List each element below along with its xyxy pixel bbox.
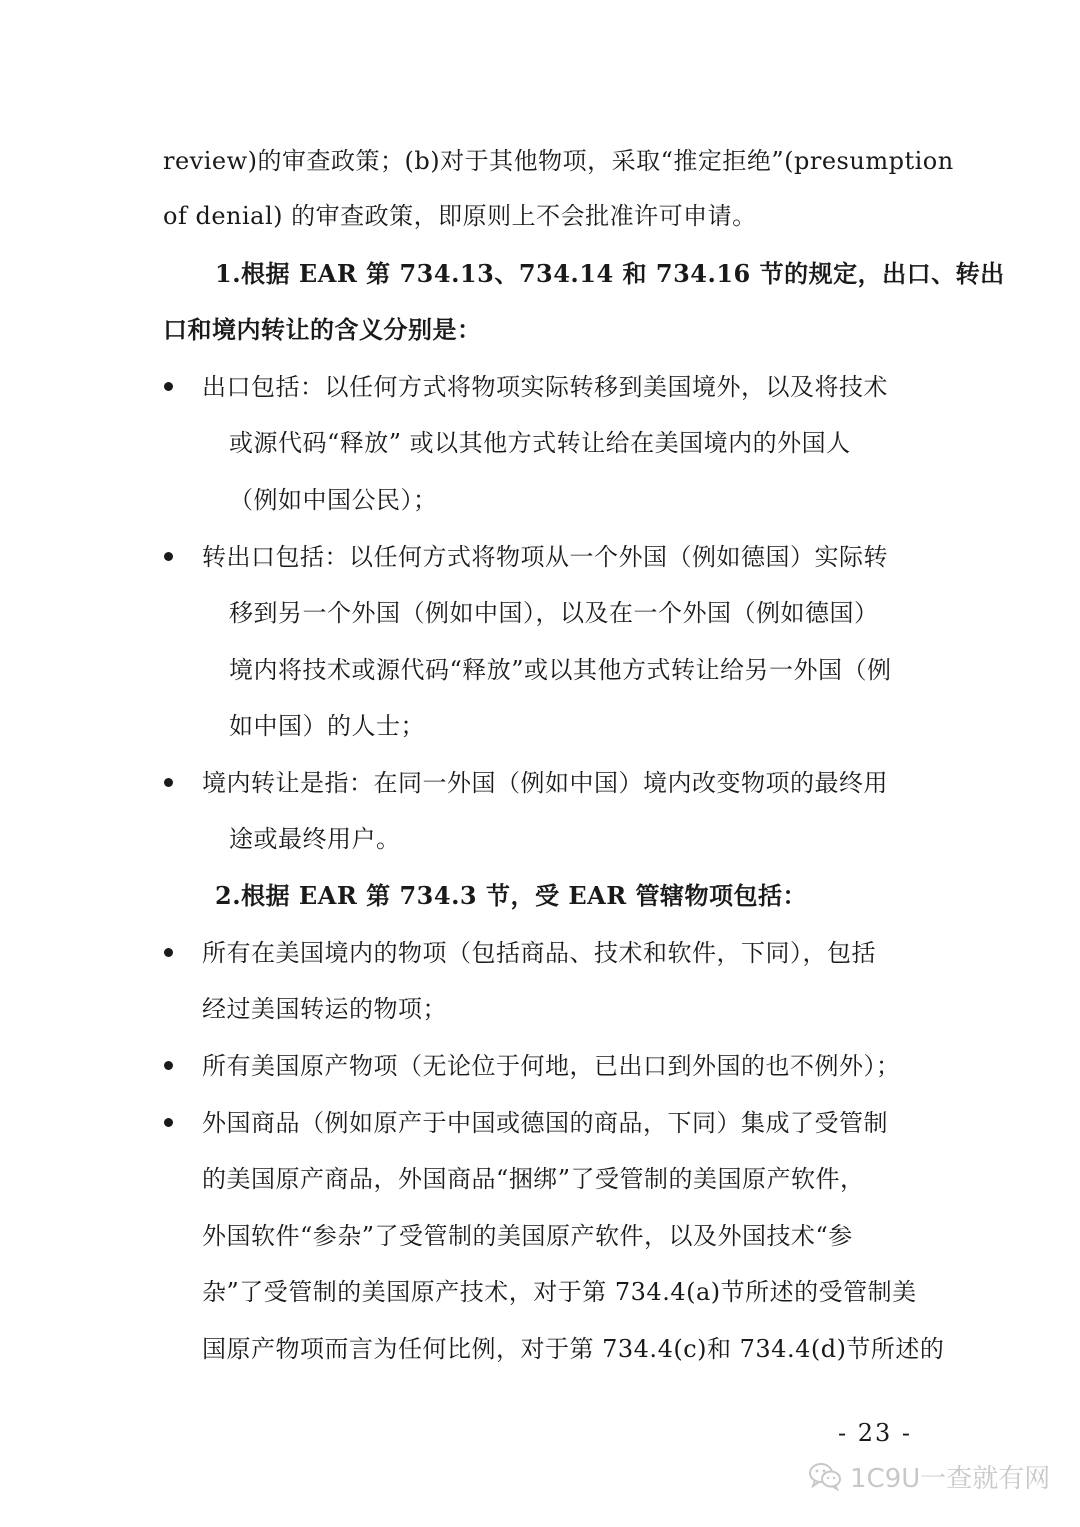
- bullet-icon: [164, 1118, 173, 1127]
- list-item: 出口包括：以任何方式将物项实际转移到美国境外，以及将技术: [202, 373, 888, 401]
- page-number: - 23 -: [838, 1419, 913, 1447]
- section-heading: 2.根据 EAR 第 734.3 节，受 EAR 管辖物项包括：: [215, 881, 808, 910]
- text-line: review)的审查政策；(b)对于其他物项，采取“推定拒绝”(presumption: [163, 147, 954, 175]
- list-item-continuation: 途或最终用户。: [229, 825, 401, 853]
- list-item: 所有美国原产物项（无论位于何地，已出口到外国的也不例外）；: [202, 1052, 901, 1080]
- list-item-continuation: 境内将技术或源代码“释放”或以其他方式转让给另一外国（例: [229, 656, 892, 684]
- list-item-continuation: 国原产物项而言为任何比例，对于第 734.4(c)和 734.4(d)节所述的: [202, 1335, 945, 1363]
- list-item: 所有在美国境内的物项（包括商品、技术和软件，下同），包括: [202, 939, 876, 967]
- list-item-continuation: 经过美国转运的物项；: [202, 995, 447, 1023]
- section-heading: 口和境内转让的含义分别是：: [163, 315, 482, 344]
- bullet-icon: [164, 552, 173, 561]
- bullet-icon: [164, 948, 173, 957]
- list-item-continuation: 外国软件“参杂”了受管制的美国原产软件，以及外国技术“参: [202, 1222, 853, 1250]
- watermark-text: 1C9U一查就有网: [850, 1463, 1051, 1494]
- list-item: 外国商品（例如原产于中国或德国的商品，下同）集成了受管制: [202, 1109, 888, 1137]
- bullet-icon: [164, 1061, 173, 1070]
- watermark: [808, 1458, 1050, 1494]
- list-item-continuation: 的美国原产商品，外国商品“捆绑”了受管制的美国原产软件，: [202, 1165, 865, 1193]
- wechat-icon: [808, 1461, 842, 1491]
- list-item-continuation: 杂”了受管制的美国原产技术，对于第 734.4(a)节所述的受管制美: [202, 1278, 917, 1306]
- section-heading: 1.根据 EAR 第 734.13、734.14 和 734.16 节的规定，出口、转出: [215, 259, 1005, 288]
- list-item-continuation: 或源代码“释放” 或以其他方式转让给在美国境内的外国人: [229, 429, 851, 457]
- list-item-continuation: （例如中国公民）；: [229, 486, 438, 514]
- bullet-icon: [164, 382, 173, 391]
- list-item-continuation: 如中国）的人士；: [229, 712, 425, 740]
- list-item: 境内转让是指：在同一外国（例如中国）境内改变物项的最终用: [202, 769, 888, 797]
- text-line: of denial) 的审查政策，即原则上不会批准许可申请。: [163, 202, 757, 230]
- list-item: 转出口包括：以任何方式将物项从一个外国（例如德国）实际转: [202, 543, 888, 571]
- list-item-continuation: 移到另一个外国（例如中国），以及在一个外国（例如德国）: [229, 599, 879, 627]
- bullet-icon: [164, 778, 173, 787]
